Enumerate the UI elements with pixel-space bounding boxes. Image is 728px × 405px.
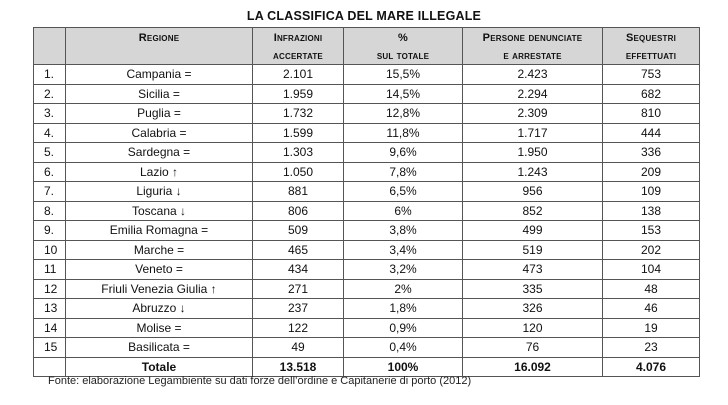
table-row (34, 123, 700, 143)
infrazioni-cell: 122 (253, 318, 344, 338)
sequestri-cell: 46 (603, 299, 700, 319)
percentuale-cell: 3,4% (344, 240, 463, 260)
rank-cell: 5. (34, 143, 66, 163)
table-row (34, 338, 700, 358)
infrazioni-cell: 49 (253, 338, 344, 358)
header-regione-label: Regione (138, 32, 180, 44)
region-cell: Lazio ↑ (66, 162, 253, 182)
region-cell: Calabria = (66, 123, 253, 143)
header-rank (34, 28, 66, 65)
infrazioni-cell: 1.303 (253, 143, 344, 163)
sequestri-cell: 109 (603, 182, 700, 202)
total-row (34, 357, 700, 377)
region-cell: Sicilia = (66, 84, 253, 104)
rank-cell: 14 (34, 318, 66, 338)
infrazioni-cell: 1.959 (253, 84, 344, 104)
region-cell: Emilia Romagna = (66, 221, 253, 241)
persone-cell: 326 (463, 299, 603, 319)
persone-cell: 120 (463, 318, 603, 338)
region-cell: Campania = (66, 65, 253, 85)
persone-cell: 2.294 (463, 84, 603, 104)
rank-cell: 10 (34, 240, 66, 260)
percentuale-cell: 2% (344, 279, 463, 299)
rank-cell: 3. (34, 104, 66, 124)
header-persone-line1: Persone denunciate (482, 32, 583, 44)
percentuale-cell: 3,8% (344, 221, 463, 241)
total-persone: 16.092 (463, 357, 603, 377)
table-row (34, 143, 700, 163)
sequestri-cell: 48 (603, 279, 700, 299)
sequestri-cell: 444 (603, 123, 700, 143)
region-cell: Molise = (66, 318, 253, 338)
rank-cell: 11 (34, 260, 66, 280)
table-row (34, 240, 700, 260)
percentuale-cell: 9,6% (344, 143, 463, 163)
region-cell: Puglia = (66, 104, 253, 124)
rank-cell: 13 (34, 299, 66, 319)
rank-cell: 4. (34, 123, 66, 143)
infrazioni-cell: 1.599 (253, 123, 344, 143)
total-sequestri: 4.076 (603, 357, 700, 377)
header-row (34, 28, 700, 65)
sequestri-cell: 336 (603, 143, 700, 163)
sequestri-cell: 104 (603, 260, 700, 280)
persone-cell: 852 (463, 201, 603, 221)
header-percentuale (344, 28, 463, 65)
persone-cell: 2.309 (463, 104, 603, 124)
table-row (34, 65, 700, 85)
rank-cell: 8. (34, 201, 66, 221)
infrazioni-cell: 2.101 (253, 65, 344, 85)
sequestri-cell: 153 (603, 221, 700, 241)
rank-cell: 15 (34, 338, 66, 358)
persone-cell: 956 (463, 182, 603, 202)
source-note: Fonte: elaborazione Legambiente su dati forze dell’ordine e Capitanerie di porto (2012) (48, 375, 472, 387)
region-cell: Veneto = (66, 260, 253, 280)
header-regione (66, 28, 253, 65)
persone-cell: 76 (463, 338, 603, 358)
sequestri-cell: 19 (603, 318, 700, 338)
region-cell: Liguria ↓ (66, 182, 253, 202)
percentuale-cell: 15,5% (344, 65, 463, 85)
total-rank-cell (34, 357, 66, 377)
persone-cell: 2.423 (463, 65, 603, 85)
table-row (34, 299, 700, 319)
percentuale-cell: 3,2% (344, 260, 463, 280)
sequestri-cell: 682 (603, 84, 700, 104)
persone-cell: 473 (463, 260, 603, 280)
table-row (34, 84, 700, 104)
header-perc-line1: % (398, 32, 408, 44)
persone-cell: 1.950 (463, 143, 603, 163)
table-row (34, 318, 700, 338)
sequestri-cell: 753 (603, 65, 700, 85)
header-sequestri-line2: effettuati (625, 50, 677, 62)
infrazioni-cell: 434 (253, 260, 344, 280)
region-cell: Friuli Venezia Giulia ↑ (66, 279, 253, 299)
total-label: Totale (66, 357, 253, 377)
percentuale-cell: 7,8% (344, 162, 463, 182)
header-infrazioni-line2: accertate (273, 50, 323, 62)
persone-cell: 1.243 (463, 162, 603, 182)
header-infrazioni-line1: Infrazioni (273, 32, 323, 44)
percentuale-cell: 6% (344, 201, 463, 221)
percentuale-cell: 12,8% (344, 104, 463, 124)
table-row (34, 182, 700, 202)
percentuale-cell: 11,8% (344, 123, 463, 143)
infrazioni-cell: 881 (253, 182, 344, 202)
infrazioni-cell: 806 (253, 201, 344, 221)
sequestri-cell: 209 (603, 162, 700, 182)
infrazioni-cell: 237 (253, 299, 344, 319)
table-row (34, 201, 700, 221)
percentuale-cell: 6,5% (344, 182, 463, 202)
rank-cell: 6. (34, 162, 66, 182)
rank-cell: 7. (34, 182, 66, 202)
table-row (34, 221, 700, 241)
rank-cell: 12 (34, 279, 66, 299)
header-sequestri-line1: Sequestri (625, 32, 677, 44)
region-cell: Toscana ↓ (66, 201, 253, 221)
rank-cell: 2. (34, 84, 66, 104)
ranking-table (33, 27, 700, 377)
region-cell: Abruzzo ↓ (66, 299, 253, 319)
header-persone (463, 28, 603, 65)
header-perc-line2: sul totale (376, 50, 430, 62)
table-row (34, 104, 700, 124)
sequestri-cell: 202 (603, 240, 700, 260)
region-cell: Marche = (66, 240, 253, 260)
infrazioni-cell: 465 (253, 240, 344, 260)
table-row (34, 279, 700, 299)
header-sequestri (603, 28, 700, 65)
total-infrazioni: 13.518 (253, 357, 344, 377)
region-cell: Sardegna = (66, 143, 253, 163)
persone-cell: 499 (463, 221, 603, 241)
persone-cell: 519 (463, 240, 603, 260)
sequestri-cell: 23 (603, 338, 700, 358)
percentuale-cell: 0,4% (344, 338, 463, 358)
infrazioni-cell: 271 (253, 279, 344, 299)
infrazioni-cell: 1.732 (253, 104, 344, 124)
persone-cell: 1.717 (463, 123, 603, 143)
infrazioni-cell: 1.050 (253, 162, 344, 182)
header-persone-line2: e arrestate (503, 50, 562, 62)
percentuale-cell: 14,5% (344, 84, 463, 104)
table-row (34, 260, 700, 280)
rank-cell: 9. (34, 221, 66, 241)
sequestri-cell: 138 (603, 201, 700, 221)
region-cell: Basilicata = (66, 338, 253, 358)
total-percentuale: 100% (344, 357, 463, 377)
sequestri-cell: 810 (603, 104, 700, 124)
table-row (34, 162, 700, 182)
persone-cell: 335 (463, 279, 603, 299)
percentuale-cell: 0,9% (344, 318, 463, 338)
percentuale-cell: 1,8% (344, 299, 463, 319)
header-infrazioni (253, 28, 344, 65)
infrazioni-cell: 509 (253, 221, 344, 241)
table-title: LA CLASSIFICA DEL MARE ILLEGALE (246, 9, 482, 23)
rank-cell: 1. (34, 65, 66, 85)
